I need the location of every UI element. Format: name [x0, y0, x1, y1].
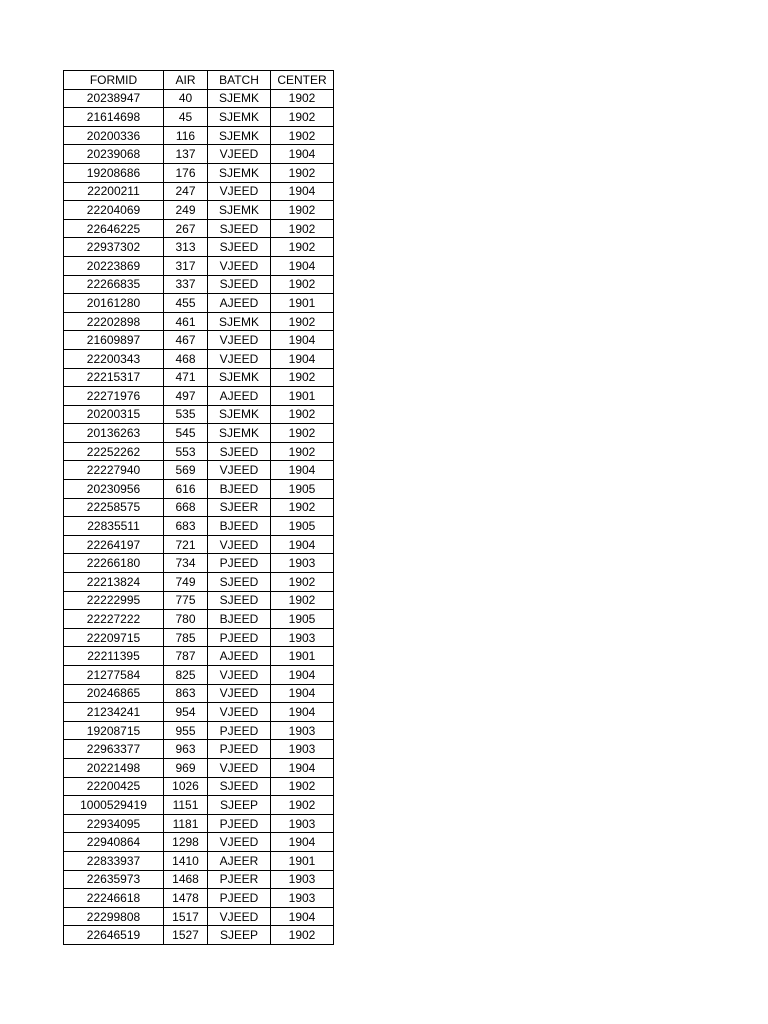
cell-air: 455: [164, 294, 208, 313]
cell-center: 1902: [271, 201, 334, 220]
cell-formid: 22940864: [64, 833, 164, 852]
cell-formid: 22215317: [64, 368, 164, 387]
table-row: [64, 666, 334, 685]
cell-batch: AJEED: [208, 294, 271, 313]
cell-formid: 22271976: [64, 387, 164, 406]
table-row: [64, 294, 334, 313]
cell-batch: BJEED: [208, 517, 271, 536]
cell-batch: SJEMK: [208, 163, 271, 182]
column-header-air: AIR: [164, 71, 208, 90]
table-row: [64, 387, 334, 406]
cell-air: 45: [164, 108, 208, 127]
table-row: [64, 647, 334, 666]
cell-batch: AJEED: [208, 647, 271, 666]
cell-batch: PJEED: [208, 554, 271, 573]
cell-air: 313: [164, 238, 208, 257]
cell-air: 787: [164, 647, 208, 666]
cell-formid: 20223869: [64, 256, 164, 275]
cell-air: 1298: [164, 833, 208, 852]
cell-batch: SJEED: [208, 573, 271, 592]
cell-formid: 22646225: [64, 219, 164, 238]
cell-center: 1902: [271, 591, 334, 610]
table-row: [64, 331, 334, 350]
table-row: [64, 870, 334, 889]
table-row: [64, 554, 334, 573]
cell-air: 337: [164, 275, 208, 294]
cell-center: 1904: [271, 331, 334, 350]
cell-air: 668: [164, 498, 208, 517]
cell-air: 963: [164, 740, 208, 759]
cell-air: 176: [164, 163, 208, 182]
cell-batch: VJEED: [208, 666, 271, 685]
table-row: [64, 591, 334, 610]
cell-air: 1517: [164, 907, 208, 926]
cell-air: 721: [164, 535, 208, 554]
cell-air: 969: [164, 758, 208, 777]
cell-center: 1904: [271, 684, 334, 703]
cell-center: 1902: [271, 126, 334, 145]
cell-batch: PJEED: [208, 889, 271, 908]
cell-formid: 22246618: [64, 889, 164, 908]
cell-center: 1903: [271, 740, 334, 759]
table-row: [64, 851, 334, 870]
cell-air: 1410: [164, 851, 208, 870]
cell-batch: PJEER: [208, 870, 271, 889]
cell-formid: 22299808: [64, 907, 164, 926]
cell-batch: SJEMK: [208, 368, 271, 387]
table-row: [64, 684, 334, 703]
table-row: [64, 480, 334, 499]
cell-center: 1903: [271, 554, 334, 573]
cell-formid: 22835511: [64, 517, 164, 536]
cell-center: 1902: [271, 89, 334, 108]
table-row: [64, 145, 334, 164]
cell-formid: 20230956: [64, 480, 164, 499]
cell-formid: 20200336: [64, 126, 164, 145]
table-row: [64, 517, 334, 536]
table-row: [64, 424, 334, 443]
cell-formid: 22200343: [64, 349, 164, 368]
cell-formid: 22222995: [64, 591, 164, 610]
cell-air: 535: [164, 405, 208, 424]
cell-batch: VJEED: [208, 684, 271, 703]
cell-batch: SJEMK: [208, 89, 271, 108]
cell-center: 1903: [271, 870, 334, 889]
cell-center: 1902: [271, 368, 334, 387]
cell-air: 471: [164, 368, 208, 387]
cell-center: 1904: [271, 907, 334, 926]
cell-batch: VJEED: [208, 256, 271, 275]
cell-center: 1902: [271, 442, 334, 461]
cell-center: 1902: [271, 219, 334, 238]
cell-batch: BJEED: [208, 480, 271, 499]
table-row: [64, 126, 334, 145]
cell-center: 1904: [271, 703, 334, 722]
cell-batch: SJEED: [208, 219, 271, 238]
cell-batch: SJEED: [208, 275, 271, 294]
table-row: [64, 833, 334, 852]
cell-center: 1904: [271, 535, 334, 554]
cell-air: 317: [164, 256, 208, 275]
cell-center: 1904: [271, 461, 334, 480]
cell-center: 1904: [271, 182, 334, 201]
cell-batch: VJEED: [208, 145, 271, 164]
cell-batch: VJEED: [208, 331, 271, 350]
cell-formid: 20246865: [64, 684, 164, 703]
cell-formid: 21234241: [64, 703, 164, 722]
cell-formid: 22209715: [64, 628, 164, 647]
cell-air: 1527: [164, 926, 208, 945]
cell-formid: 20161280: [64, 294, 164, 313]
cell-batch: PJEED: [208, 628, 271, 647]
cell-formid: 22202898: [64, 312, 164, 331]
table-row: [64, 108, 334, 127]
table-row: [64, 907, 334, 926]
cell-formid: 19208715: [64, 721, 164, 740]
cell-air: 863: [164, 684, 208, 703]
table-header: [64, 71, 334, 90]
table-row: [64, 368, 334, 387]
cell-batch: BJEED: [208, 610, 271, 629]
table-row: [64, 498, 334, 517]
cell-formid: 22266180: [64, 554, 164, 573]
cell-center: 1902: [271, 498, 334, 517]
cell-center: 1903: [271, 628, 334, 647]
cell-formid: 22646519: [64, 926, 164, 945]
table-row: [64, 219, 334, 238]
table-row: [64, 405, 334, 424]
cell-batch: AJEER: [208, 851, 271, 870]
cell-air: 683: [164, 517, 208, 536]
table-row: [64, 275, 334, 294]
cell-air: 1026: [164, 777, 208, 796]
cell-air: 553: [164, 442, 208, 461]
cell-center: 1901: [271, 387, 334, 406]
cell-batch: SJEMK: [208, 405, 271, 424]
cell-batch: SJEMK: [208, 108, 271, 127]
table-row: [64, 758, 334, 777]
cell-center: 1902: [271, 108, 334, 127]
table-row: [64, 814, 334, 833]
cell-air: 267: [164, 219, 208, 238]
cell-air: 1478: [164, 889, 208, 908]
table-row: [64, 796, 334, 815]
cell-formid: 20239068: [64, 145, 164, 164]
cell-air: 616: [164, 480, 208, 499]
cell-batch: VJEED: [208, 907, 271, 926]
table-row: [64, 610, 334, 629]
table-row: [64, 628, 334, 647]
table-row: [64, 256, 334, 275]
table-row: [64, 442, 334, 461]
table-row: [64, 777, 334, 796]
cell-formid: 22227940: [64, 461, 164, 480]
cell-center: 1901: [271, 647, 334, 666]
cell-formid: 22211395: [64, 647, 164, 666]
cell-formid: 22833937: [64, 851, 164, 870]
cell-air: 785: [164, 628, 208, 647]
cell-formid: 22200211: [64, 182, 164, 201]
cell-center: 1904: [271, 666, 334, 685]
cell-formid: 21614698: [64, 108, 164, 127]
cell-air: 780: [164, 610, 208, 629]
cell-batch: PJEED: [208, 814, 271, 833]
cell-batch: PJEED: [208, 721, 271, 740]
cell-batch: SJEMK: [208, 126, 271, 145]
cell-center: 1901: [271, 851, 334, 870]
results-sheet: [63, 70, 334, 945]
cell-center: 1902: [271, 777, 334, 796]
cell-batch: PJEED: [208, 740, 271, 759]
cell-batch: SJEEP: [208, 796, 271, 815]
header-row: [64, 71, 334, 90]
cell-formid: 22266835: [64, 275, 164, 294]
table-row: [64, 312, 334, 331]
cell-air: 249: [164, 201, 208, 220]
cell-air: 1151: [164, 796, 208, 815]
cell-formid: 19208686: [64, 163, 164, 182]
cell-batch: SJEER: [208, 498, 271, 517]
cell-formid: 21609897: [64, 331, 164, 350]
cell-center: 1902: [271, 796, 334, 815]
cell-formid: 22200425: [64, 777, 164, 796]
cell-formid: 22963377: [64, 740, 164, 759]
cell-center: 1902: [271, 312, 334, 331]
cell-batch: VJEED: [208, 833, 271, 852]
cell-air: 734: [164, 554, 208, 573]
cell-formid: 20136263: [64, 424, 164, 443]
table-row: [64, 89, 334, 108]
cell-batch: VJEED: [208, 758, 271, 777]
cell-batch: VJEED: [208, 182, 271, 201]
cell-air: 955: [164, 721, 208, 740]
table-row: [64, 889, 334, 908]
cell-center: 1905: [271, 610, 334, 629]
table-row: [64, 535, 334, 554]
cell-center: 1904: [271, 833, 334, 852]
cell-center: 1905: [271, 517, 334, 536]
cell-air: 749: [164, 573, 208, 592]
cell-air: 569: [164, 461, 208, 480]
cell-air: 775: [164, 591, 208, 610]
cell-batch: VJEED: [208, 461, 271, 480]
cell-center: 1903: [271, 814, 334, 833]
cell-center: 1901: [271, 294, 334, 313]
cell-center: 1904: [271, 145, 334, 164]
table-row: [64, 461, 334, 480]
cell-air: 467: [164, 331, 208, 350]
table-row: [64, 238, 334, 257]
table-row: [64, 703, 334, 722]
cell-center: 1902: [271, 405, 334, 424]
cell-formid: 1000529419: [64, 796, 164, 815]
cell-center: 1902: [271, 573, 334, 592]
cell-batch: VJEED: [208, 535, 271, 554]
table-row: [64, 721, 334, 740]
cell-air: 247: [164, 182, 208, 201]
cell-center: 1904: [271, 256, 334, 275]
table-row: [64, 926, 334, 945]
cell-air: 468: [164, 349, 208, 368]
cell-batch: VJEED: [208, 349, 271, 368]
table-row: [64, 573, 334, 592]
cell-center: 1902: [271, 275, 334, 294]
cell-formid: 22204069: [64, 201, 164, 220]
cell-formid: 22264197: [64, 535, 164, 554]
cell-batch: SJEEP: [208, 926, 271, 945]
cell-air: 954: [164, 703, 208, 722]
cell-air: 1468: [164, 870, 208, 889]
cell-batch: SJEED: [208, 442, 271, 461]
cell-batch: SJEMK: [208, 312, 271, 331]
cell-batch: SJEED: [208, 777, 271, 796]
cell-formid: 22258575: [64, 498, 164, 517]
table-row: [64, 163, 334, 182]
cell-batch: SJEMK: [208, 424, 271, 443]
results-table: [63, 70, 334, 945]
cell-center: 1904: [271, 349, 334, 368]
cell-formid: 22252262: [64, 442, 164, 461]
cell-center: 1903: [271, 721, 334, 740]
cell-air: 137: [164, 145, 208, 164]
cell-formid: 21277584: [64, 666, 164, 685]
cell-center: 1903: [271, 889, 334, 908]
table-row: [64, 201, 334, 220]
column-header-batch: BATCH: [208, 71, 271, 90]
cell-formid: 22213824: [64, 573, 164, 592]
cell-air: 497: [164, 387, 208, 406]
cell-batch: SJEMK: [208, 201, 271, 220]
cell-air: 116: [164, 126, 208, 145]
cell-formid: 22937302: [64, 238, 164, 257]
cell-batch: SJEED: [208, 591, 271, 610]
cell-batch: SJEED: [208, 238, 271, 257]
cell-formid: 22227222: [64, 610, 164, 629]
cell-formid: 22934095: [64, 814, 164, 833]
cell-air: 40: [164, 89, 208, 108]
cell-center: 1902: [271, 163, 334, 182]
cell-formid: 20221498: [64, 758, 164, 777]
cell-air: 545: [164, 424, 208, 443]
cell-formid: 22635973: [64, 870, 164, 889]
cell-center: 1902: [271, 238, 334, 257]
cell-batch: AJEED: [208, 387, 271, 406]
cell-batch: VJEED: [208, 703, 271, 722]
column-header-center: CENTER: [271, 71, 334, 90]
cell-air: 825: [164, 666, 208, 685]
table-row: [64, 182, 334, 201]
table-row: [64, 740, 334, 759]
cell-air: 461: [164, 312, 208, 331]
cell-air: 1181: [164, 814, 208, 833]
table-row: [64, 349, 334, 368]
table-body: [64, 89, 334, 944]
cell-center: 1904: [271, 758, 334, 777]
cell-center: 1902: [271, 424, 334, 443]
column-header-formid: FORMID: [64, 71, 164, 90]
cell-formid: 20200315: [64, 405, 164, 424]
cell-formid: 20238947: [64, 89, 164, 108]
cell-center: 1905: [271, 480, 334, 499]
cell-center: 1902: [271, 926, 334, 945]
